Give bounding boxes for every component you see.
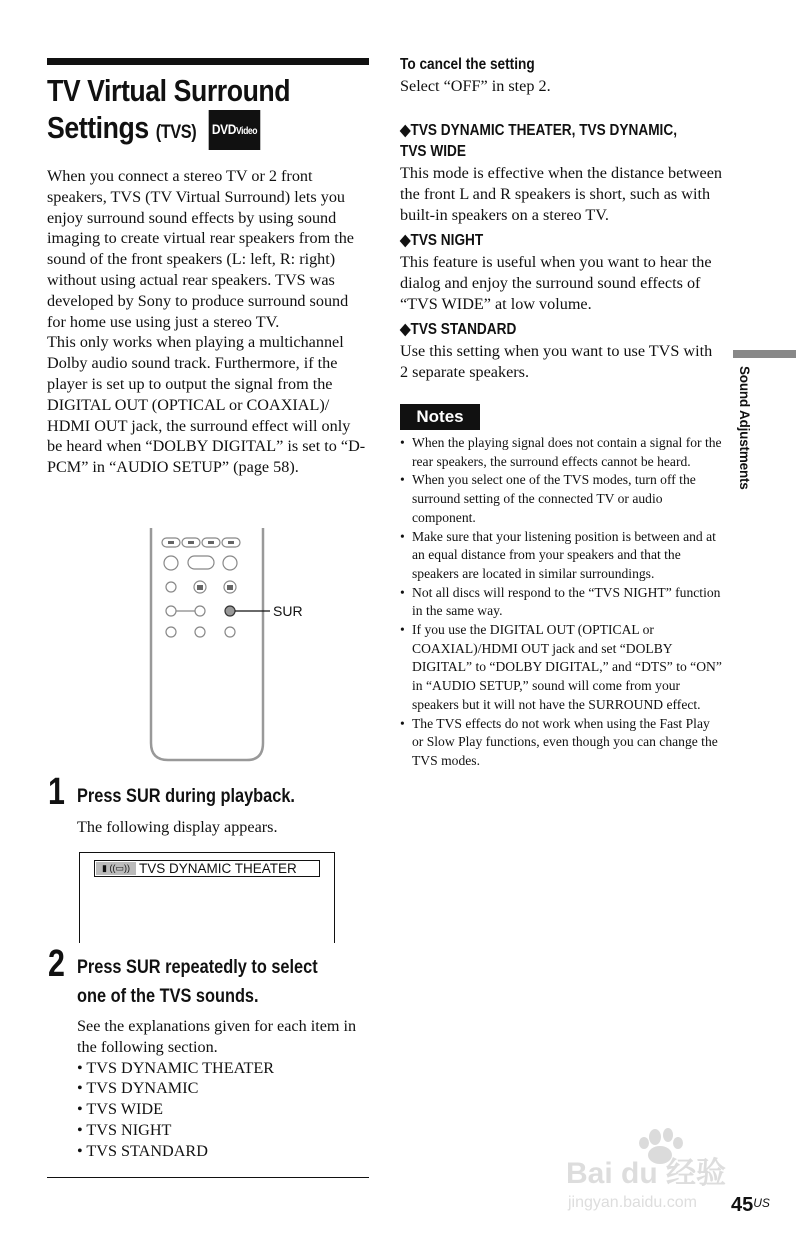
list-item: • TVS NIGHT	[77, 1120, 172, 1139]
mode-section-dynamic	[400, 120, 722, 225]
watermark-url: jingyan.baidu.com	[568, 1194, 697, 1211]
cancel-text: Select “OFF” in step 2.	[400, 77, 551, 95]
note-item: • If you use the DIGITAL OUT (OPTICAL or COAXIAL)/HDMI OUT jack and set “DOLBY DIGITAL” to “DOLBY DIGITAL,” and “DTS” to “ON” in “AUDIO SETUP,” sound will come from your speakers but it will not have the SURROUND effect.	[400, 621, 722, 715]
remote-button-icon	[195, 606, 205, 616]
surround-speaker-icon: ▮ ((▭))	[96, 862, 136, 875]
remote-button-icon	[164, 556, 178, 570]
paw-icon	[649, 1129, 661, 1145]
display-text: TVS DYNAMIC THEATER	[139, 861, 297, 876]
mode-section-night	[400, 230, 722, 314]
mode-heading: ◆TVS NIGHT	[400, 232, 484, 249]
list-item: • TVS DYNAMIC	[77, 1079, 199, 1098]
section-side-label	[736, 366, 756, 506]
intro-text	[47, 166, 369, 478]
title-rule	[47, 58, 369, 65]
section-tab-marker	[733, 350, 796, 358]
display-bar	[94, 860, 320, 877]
intro-paragraph-1: When you connect a stereo TV or 2 front speakers, TVS (TV Virtual Surround) lets you enjoy surround sound effects by using sound imaging to create virtual rear speakers from the sound of the front speakers (L: left, R: right) without using actual rear speakers. TVS was developed by Sony to produce surround sound for home use using just a stereo TV.	[47, 167, 354, 331]
remote-button-icon	[223, 556, 237, 570]
page-title	[47, 72, 290, 151]
page-region: US	[753, 1196, 770, 1210]
list-item: • TVS DYNAMIC THEATER	[77, 1058, 275, 1077]
on-screen-display	[79, 852, 335, 943]
title-line-2-text: Settings	[47, 110, 149, 145]
mode-heading: ◆TVS STANDARD	[400, 321, 517, 338]
cancel-section	[400, 54, 722, 97]
section-side-label-text: Sound Adjustments	[737, 366, 752, 490]
remote-button-icon	[188, 556, 214, 569]
watermark-brand: Bai du 经验	[566, 1157, 727, 1190]
step-2-body	[77, 1016, 369, 1162]
page-number-value: 45	[731, 1194, 754, 1216]
step-2-number: 2	[48, 943, 65, 985]
step-2-heading	[77, 953, 318, 1011]
remote-button-icon	[166, 606, 176, 616]
remote-button-icon	[225, 627, 235, 637]
remote-button-icon	[166, 627, 176, 637]
mode-heading-line-2: TVS WIDE	[400, 143, 466, 160]
title-line-1: TV Virtual Surround	[47, 73, 291, 108]
note-item: • When the playing signal does not contain a signal for the rear speakers, the surround effects cannot be heard.	[400, 434, 722, 471]
sur-label: SUR	[273, 603, 303, 619]
remote-outline-icon	[151, 528, 263, 760]
mode-text: This feature is useful when you want to hear the dialog and enjoy the surround sound effects of “TVS WIDE” at low volume.	[400, 253, 712, 313]
note-item: • Not all discs will respond to the “TVS NIGHT” function in the same way.	[400, 584, 722, 621]
baidu-watermark	[560, 1125, 750, 1215]
dvd-logo-main: DVD	[211, 120, 236, 137]
step-2-heading-line-1: Press SUR repeatedly to select	[77, 957, 318, 978]
remote-button-icon	[166, 582, 176, 592]
step-1-number: 1	[48, 771, 65, 813]
mode-text: This mode is effective when the distance between the front L and R speakers is short, such as with built-in speakers on a stereo TV.	[400, 164, 722, 224]
list-item: • TVS WIDE	[77, 1100, 164, 1119]
notes-list	[400, 434, 722, 771]
title-abbrev: (TVS)	[155, 122, 197, 143]
mode-heading: ◆TVS DYNAMIC THEATER, TVS DYNAMIC,	[400, 122, 677, 139]
mode-section-standard	[400, 319, 722, 383]
remote-control-illustration	[145, 528, 315, 763]
dvd-logo-sub: Video	[235, 125, 258, 137]
note-item: • The TVS effects do not work when using the Fast Play or Slow Play functions, even though you can change the TVS modes.	[400, 715, 722, 771]
intro-paragraph-2: This only works when playing a multichannel Dolby audio sound track. Furthermore, if the player is set up to output the signal from the DIGITAL OUT (OPTICAL or COAXIAL)/ HDMI OUT jack, the surround effect will only be heard when “DOLBY DIGITAL” is set to “D-PCM” in “AUDIO SETUP” (page 58).	[47, 333, 366, 477]
mode-text: Use this setting when you want to use TVS with 2 separate speakers.	[400, 342, 713, 381]
title-line-2	[47, 109, 290, 151]
bottom-rule	[47, 1177, 369, 1178]
note-item: • When you select one of the TVS modes, turn off the surround setting of the connected TV or audio component.	[400, 471, 722, 527]
notes-badge: Notes	[400, 404, 480, 430]
remote-button-icon	[195, 627, 205, 637]
step-2-heading-line-2: one of the TVS sounds.	[77, 986, 259, 1007]
page-number	[731, 1193, 770, 1217]
sur-button-icon	[225, 606, 235, 616]
step-1-text: The following display appears.	[77, 818, 278, 836]
step-2-text: See the explanations given for each item in the following section.	[77, 1017, 357, 1056]
dvd-video-logo	[208, 110, 260, 150]
cancel-heading: To cancel the setting	[400, 56, 535, 73]
step-1-heading: Press SUR during playback.	[77, 786, 295, 807]
list-item: • TVS STANDARD	[77, 1141, 208, 1160]
note-item: • Make sure that your listening position is between and at an equal distance from your speakers and that the speakers are located in similar surroundings.	[400, 528, 722, 584]
